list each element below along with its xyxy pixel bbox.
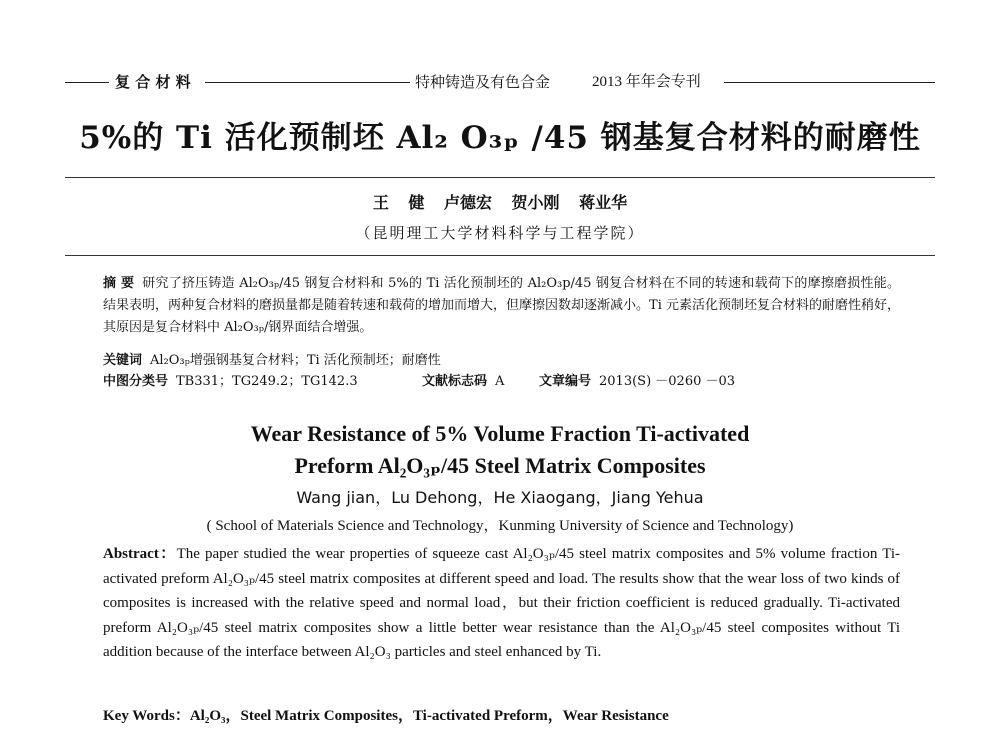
english-keywords: [103, 704, 669, 725]
chinese-authors: 王 健 卢德宏 贺小刚 蒋业华: [372, 193, 628, 212]
chinese-keywords-text: Al₂O₃ₚ增强钢基复合材料；Ti 活化预制坯；耐磨性: [150, 353, 441, 368]
article-no-value: 2013(S) －0260 －03: [599, 374, 736, 389]
running-header: [65, 70, 935, 94]
chinese-keywords: [103, 351, 441, 371]
chinese-abstract-label: 摘 要: [103, 276, 135, 291]
english-title-line1: Wear Resistance of 5% Volume Fraction Ti-activated: [250, 421, 750, 446]
english-abstract: [103, 542, 900, 665]
chinese-keywords-label: 关键词: [103, 353, 143, 368]
document-code: [422, 372, 504, 392]
english-abstract-text: The paper studied the wear properties of squeeze cast Al₂O₃ₚ/45 steel matrix composites and 5% volume fraction Ti-activated preform Al₂O₃ₚ/45 steel matrix composites at different speed and load. The results show that the wear loss of two kinds of composites is increased with the relative speed and normal load，but their friction coefficient is reduced gradually. Ti-activated preform Al₂O₃ₚ/45 steel matrix composites show a little better wear resistance than the Al₂O₃ₚ/45 steel composites without Ti addition because of the interface between Al₂O₃ particles and steel enhanced by Ti.: [103, 546, 900, 660]
english-keywords-text: Al₂O₃，Steel Matrix Composites，Ti-activated Preform，Wear Resistance: [189, 708, 669, 724]
header-section: 复 合 材 料: [115, 73, 191, 91]
clc-value: TB331；TG249.2；TG142.3: [176, 374, 358, 389]
doc-code-label: 文献标志码: [422, 374, 488, 389]
header-rule-left: [65, 82, 109, 83]
english-authors: Wang jian，Lu Dehong，He Xiaogang，Jiang Yehua: [296, 488, 704, 507]
header-rule-right: [724, 82, 935, 83]
article-no-label: 文章编号: [539, 374, 592, 389]
title-rule-top: [65, 177, 935, 178]
chinese-abstract-text: 研究了挤压铸造 Al₂O₃ₚ/45 钢复合材料和 5%的 Ti 活化预制坯的 Al₂O₃p/45 钢复合材料在不同的转速和载荷下的摩擦磨损性能。结果表明，两种复合材料的磨损量都是随着转速和载荷的增加而增大，但摩擦因数却逐渐减小。Ti 元素活化预制坯复合材料的耐磨性稍好，其原因是复合材料中 Al₂O₃ₚ/钢界面结合增强。: [103, 276, 900, 335]
title-rule-bottom: [65, 255, 935, 256]
header-journal: 特种铸造及有色合金: [415, 73, 551, 91]
english-keywords-label: Key Words：: [103, 708, 190, 724]
clc-label: 中图分类号: [103, 374, 169, 389]
english-title-line2: Preform Al₂O₃ₚ/45 Steel Matrix Composites: [294, 453, 706, 478]
chinese-title: 5%的 Ti 活化预制坯 Al₂ O₃ₚ /45 钢基复合材料的耐磨性: [79, 120, 921, 156]
chinese-affiliation: （昆明理工大学材料科学与工程学院）: [355, 224, 645, 242]
doc-code-value: A: [495, 374, 505, 389]
english-abstract-label: Abstract：: [103, 546, 177, 562]
chinese-classification: [103, 372, 358, 392]
chinese-abstract: [103, 273, 900, 339]
english-affiliation: ( School of Materials Science and Technology，Kunming University of Science and Technology): [206, 518, 794, 534]
article-number: [539, 372, 735, 392]
header-rule-middle: [205, 82, 410, 83]
header-issue: 2013 年年会专刊: [592, 74, 701, 90]
